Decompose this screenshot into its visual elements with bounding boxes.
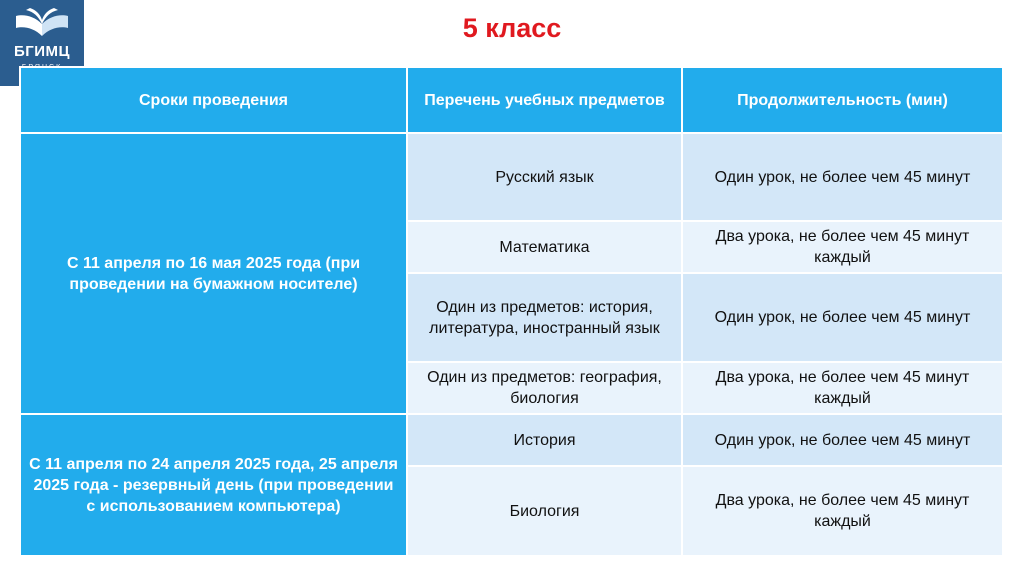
subject-cell: Математика — [407, 221, 682, 273]
duration-cell: Один урок, не более чем 45 минут — [682, 133, 1003, 221]
table-row — [20, 414, 1003, 466]
logo-name: БГИМЦ — [13, 43, 71, 60]
table-header-row — [20, 67, 1003, 133]
duration-cell: Два урока, не более чем 45 минут каждый — [682, 466, 1003, 556]
subject-cell: История — [407, 414, 682, 466]
page-title: 5 класс — [462, 13, 562, 43]
header-subjects: Перечень учебных предметов — [407, 67, 682, 133]
duration-cell: Один урок, не более чем 45 минут — [682, 273, 1003, 362]
duration-cell: Два урока, не более чем 45 минут каждый — [682, 362, 1003, 414]
header-duration: Продолжительность (мин) — [682, 67, 1003, 133]
duration-cell: Два урока, не более чем 45 минут каждый — [682, 221, 1003, 273]
period-paper: С 11 апреля по 16 мая 2025 года (при проведении на бумажном носителе) — [20, 133, 407, 414]
subject-cell: Русский язык — [407, 133, 682, 221]
duration-cell: Один урок, не более чем 45 минут — [682, 414, 1003, 466]
period-computer: С 11 апреля по 24 апреля 2025 года, 25 апреля 2025 года - резервный день (при проведении с использованием компьютера) — [20, 414, 407, 556]
subject-cell: Биология — [407, 466, 682, 556]
schedule-table — [19, 66, 1004, 557]
header-period: Сроки проведения — [20, 67, 407, 133]
subject-cell: Один из предметов: история, литература, иностранный язык — [407, 273, 682, 362]
table-row — [20, 133, 1003, 221]
subject-cell: Один из предметов: география, биология — [407, 362, 682, 414]
